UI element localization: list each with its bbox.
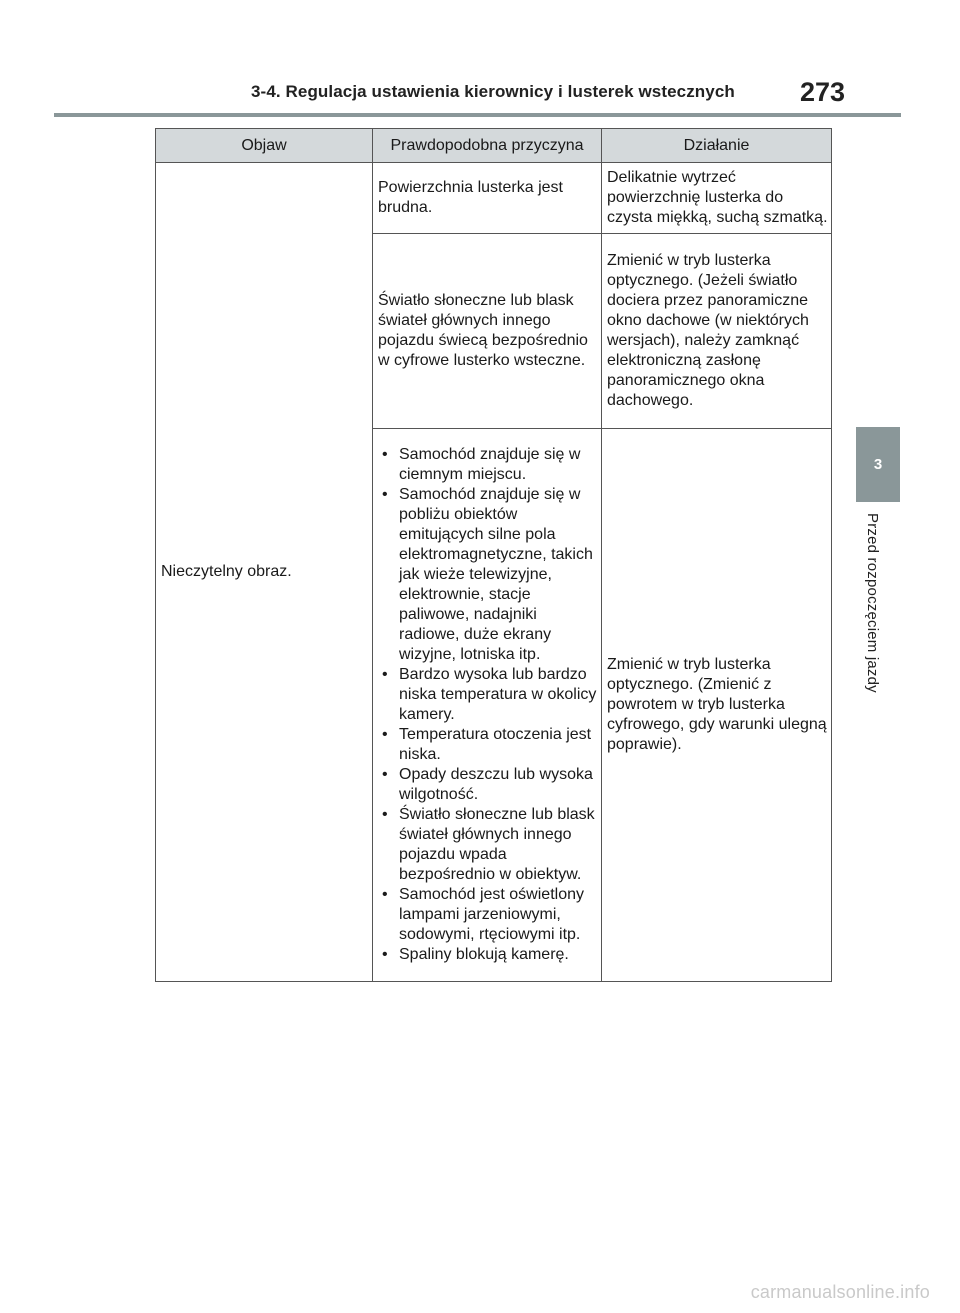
table-header-row xyxy=(156,129,832,163)
list-item: • Światło słoneczne lub blask świateł głównych innego pojazdu wpada bezpośrednio w obiektyw. xyxy=(378,805,598,885)
list-item: • Samochód znajduje się w pobliżu obiektów emitujących silne pola elektromagnetyczne, takich jak wieże telewizyjne, elektrownie, stacje paliwowe, nadajniki radiowe, duże ekrany wizyjne, lotniska itp. xyxy=(378,485,598,665)
list-item: • Opady deszczu lub wysoka wilgotność. xyxy=(378,765,598,805)
list-item: • Samochód znajduje się w ciemnym miejscu. xyxy=(378,445,598,485)
chapter-number: 3 xyxy=(873,456,883,473)
watermark: carmanualsonline.info xyxy=(750,1282,930,1302)
header-cause: Prawdopodobna przyczyna xyxy=(373,129,602,163)
troubleshooting-table xyxy=(155,128,832,982)
section-title: 3-4. Regulacja ustawienia kierownicy i lusterek wstecznych xyxy=(251,82,735,101)
chapter-label: Przed rozpoczęciem jazdy xyxy=(864,513,881,693)
cause-cell: Powierzchnia lusterka jest brudna. xyxy=(373,163,602,234)
cause-cell: Światło słoneczne lub blask świateł głównych innego pojazdu świecą bezpośrednio w cyfrowe lusterko wsteczne. xyxy=(373,234,602,429)
header-symptom: Objaw xyxy=(156,129,373,163)
chapter-tab[interactable] xyxy=(856,427,900,502)
symptom-cell: Nieczytelny obraz. xyxy=(156,163,373,982)
header-action: Działanie xyxy=(602,129,832,163)
action-cell: Zmienić w tryb lusterka optycznego. (Zmienić z powrotem w tryb lusterka cyfrowego, gdy warunki ulegną poprawie). xyxy=(602,429,832,982)
page-number: 273 xyxy=(800,77,846,107)
list-item: • Spaliny blokują kamerę. xyxy=(378,945,598,965)
table-row xyxy=(156,163,832,234)
action-cell: Delikatnie wytrzeć powierzchnię lusterka do czysta miękką, suchą szmatką. xyxy=(602,163,832,234)
cause-list xyxy=(378,445,598,965)
header-divider xyxy=(54,113,901,117)
list-item: • Samochód jest oświetlony lampami jarzeniowymi, sodowymi, rtęciowymi itp. xyxy=(378,885,598,945)
cause-list-cell xyxy=(373,429,602,982)
list-item: • Bardzo wysoka lub bardzo niska temperatura w okolicy kamery. xyxy=(378,665,598,725)
list-item: • Temperatura otoczenia jest niska. xyxy=(378,725,598,765)
action-cell: Zmienić w tryb lusterka optycznego. (Jeżeli światło dociera przez panoramiczne okno dachowe (w niektórych wersjach), należy zamknąć elektroniczną zasłonę panoramicznego okna dachowego. xyxy=(602,234,832,429)
